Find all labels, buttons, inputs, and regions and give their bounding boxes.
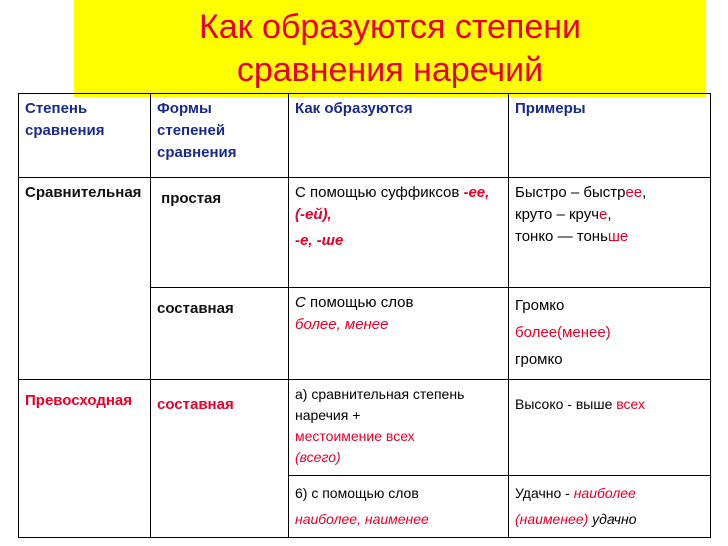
ex-sup-b-3: (наименее) — [515, 511, 589, 527]
title-line-1: Как образуются степени — [198, 8, 582, 46]
form-compound: составная — [151, 288, 289, 380]
how-sup-a-2: местоимение всех — [295, 428, 415, 444]
how-sup-b-2: наиболее, наименее — [295, 511, 429, 527]
how-simple-prefix: С помощью суффиксов — [295, 184, 460, 201]
ex-compound-3: громко — [515, 351, 563, 368]
degree-superlative: Превосходная — [19, 380, 151, 538]
how-simple-suffixes-2: -е, -ше — [295, 232, 344, 249]
ex-sup-b-4: удачно — [588, 511, 637, 527]
ex-simple-1a: Быстро – быстр — [515, 184, 626, 201]
how-compound-c: С — [295, 294, 306, 311]
how-sup-b-1: 6) с помощью слов — [295, 485, 419, 501]
examples-simple — [509, 178, 711, 288]
how-sup-a-1: а) сравнительная степень наречия + — [295, 386, 465, 423]
how-compound-text: помощью слов — [305, 294, 414, 311]
ex-sup-a-1: Высоко - выше — [515, 396, 617, 412]
ex-simple-1c: , — [642, 184, 647, 201]
table-header-row — [19, 94, 711, 178]
title-line-2: сравнения наречий — [236, 51, 544, 89]
header-examples: Примеры — [509, 94, 711, 178]
table-row — [19, 178, 711, 288]
examples-superlative-a — [509, 380, 711, 476]
ex-simple-3b: ше — [607, 228, 629, 245]
ex-compound-1: Громко — [515, 297, 565, 314]
ex-sup-b-1: Удачно - — [515, 485, 574, 501]
degree-comparative: Сравнительная — [19, 178, 151, 380]
ex-simple-2b: е — [599, 206, 608, 223]
examples-compound — [509, 288, 711, 380]
how-superlative-a — [289, 380, 509, 476]
ex-simple-1b: ее — [625, 184, 643, 201]
ex-compound-2: более(менее) — [515, 324, 611, 341]
ex-simple-2a: круто – круч — [515, 206, 600, 223]
form-simple — [151, 178, 289, 288]
header-how: Как образуются — [289, 94, 509, 178]
table-row — [19, 380, 711, 476]
examples-superlative-b — [509, 476, 711, 538]
ex-sup-a-2: всех — [616, 396, 646, 412]
how-superlative-b — [289, 476, 509, 538]
form-simple-label: простая — [161, 190, 222, 207]
how-sup-a-3: (всего) — [295, 449, 341, 465]
how-simple-suffixes-1: -ее, (-ей), — [295, 184, 490, 223]
ex-sup-b-2: наиболее — [573, 485, 636, 501]
ex-simple-2c: , — [607, 206, 612, 223]
ex-simple-3a: тонко — тонь — [515, 228, 608, 245]
how-compound-words: более, менее — [295, 316, 389, 333]
header-forms: Формы степеней сравнения — [151, 94, 289, 178]
comparison-table — [18, 93, 711, 538]
form-superlative: составная — [151, 380, 289, 538]
header-degree: Степень сравнения — [19, 94, 151, 178]
how-simple — [289, 178, 509, 288]
page-title — [74, 6, 706, 92]
how-compound — [289, 288, 509, 380]
